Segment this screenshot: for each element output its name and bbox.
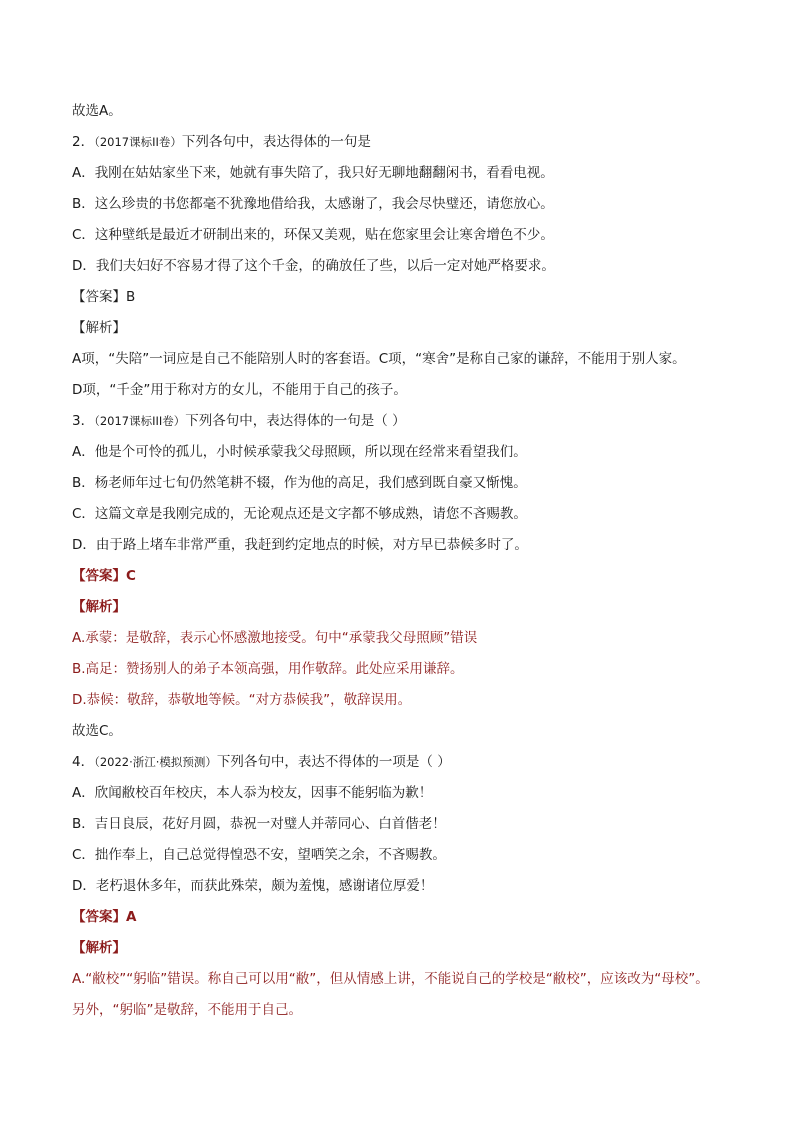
document-body [72, 96, 732, 1026]
analysis-label: 【解析】 [72, 940, 126, 956]
question-stem [72, 406, 732, 437]
option-line: C．这种壁纸是最近才研制出来的，环保又美观，贴在您家里会让寒舍增色不少。 [72, 227, 554, 243]
question-text: 下列各句中，表达得体的一句是（ ） [185, 413, 406, 429]
conclusion-line: 故选A。 [72, 103, 122, 119]
conclusion-line: 故选C。 [72, 723, 122, 739]
answer-line: 【答案】B [72, 289, 136, 305]
option-line: A．我刚在姑姑家坐下来，她就有事失陪了，我只好无聊地翻翻闲书，看看电视。 [72, 165, 554, 181]
question-number: 4． [72, 754, 95, 770]
option-line: B．这么珍贵的书您都毫不犹豫地借给我，太感谢了，我会尽快璧还，请您放心。 [72, 196, 554, 212]
option-line: B．吉日良辰，花好月圆，恭祝一对璧人并蒂同心、白首偕老！ [72, 816, 446, 832]
answer-line: 【答案】A [72, 909, 137, 925]
option-line: D．由于路上堵车非常严重，我赶到约定地点的时候，对方早已恭候多时了。 [72, 537, 528, 553]
question-number: 3． [72, 413, 95, 429]
analysis-line: A项，“失陪”一词应是自己不能陪别人时的客套语。C项，“寒舍”是称自己家的谦辞，不能用于别人家。 [72, 351, 686, 367]
analysis-line: B.高足：赞扬别人的弟子本领高强，用作敬辞。此处应采用谦辞。 [72, 661, 464, 677]
question-text: 下列各句中，表达得体的一句是 [181, 134, 371, 150]
analysis-label: 【解析】 [72, 599, 126, 615]
question-source: （2017课标II卷） [94, 135, 182, 149]
analysis-label: 【解析】 [72, 320, 126, 336]
option-line: A．欣闻敝校百年校庆，本人忝为校友，因事不能躬临为歉！ [72, 785, 433, 801]
analysis-line: D项，“千金”用于称对方的女儿，不能用于自己的孩子。 [72, 382, 407, 398]
analysis-line: A.“敝校”“躬临”错误。称自己可以用“敝”，但从情感上讲，不能说自己的学校是“敝校”，应该改为“母校”。 [72, 971, 709, 987]
question-source: （2022·浙江·模拟预测） [94, 755, 217, 769]
analysis-line: A.承蒙：是敬辞，表示心怀感激地接受。句中“承蒙我父母照顾”错误 [72, 630, 478, 646]
question-number: 2． [72, 134, 95, 150]
option-line: C．拙作奉上，自己总觉得惶恐不安，望哂笑之余，不吝赐教。 [72, 847, 446, 863]
question-stem [72, 747, 732, 778]
question-text: 下列各句中，表达不得体的一项是（ ） [216, 754, 451, 770]
question-stem [72, 127, 732, 158]
option-line: B．杨老师年过七旬仍然笔耕不辍，作为他的高足，我们感到既自豪又惭愧。 [72, 475, 527, 491]
question-source: （2017课标III卷） [94, 414, 186, 428]
analysis-line: D.恭候：敬辞，恭敬地等候。“对方恭候我”，敬辞误用。 [72, 692, 412, 708]
option-line: D．老朽退休多年，而获此殊荣，颇为羞愧，感谢诸位厚爱！ [72, 878, 434, 894]
analysis-line: 另外，“躬临”是敬辞，不能用于自己。 [72, 1002, 302, 1018]
option-line: A．他是个可怜的孤儿，小时候承蒙我父母照顾，所以现在经常来看望我们。 [72, 444, 527, 460]
option-line: C．这篇文章是我刚完成的，无论观点还是文字都不够成熟，请您不吝赐教。 [72, 506, 527, 522]
option-line: D．我们夫妇好不容易才得了这个千金，的确放任了些，以后一定对她严格要求。 [72, 258, 555, 274]
answer-line: 【答案】C [72, 568, 136, 584]
